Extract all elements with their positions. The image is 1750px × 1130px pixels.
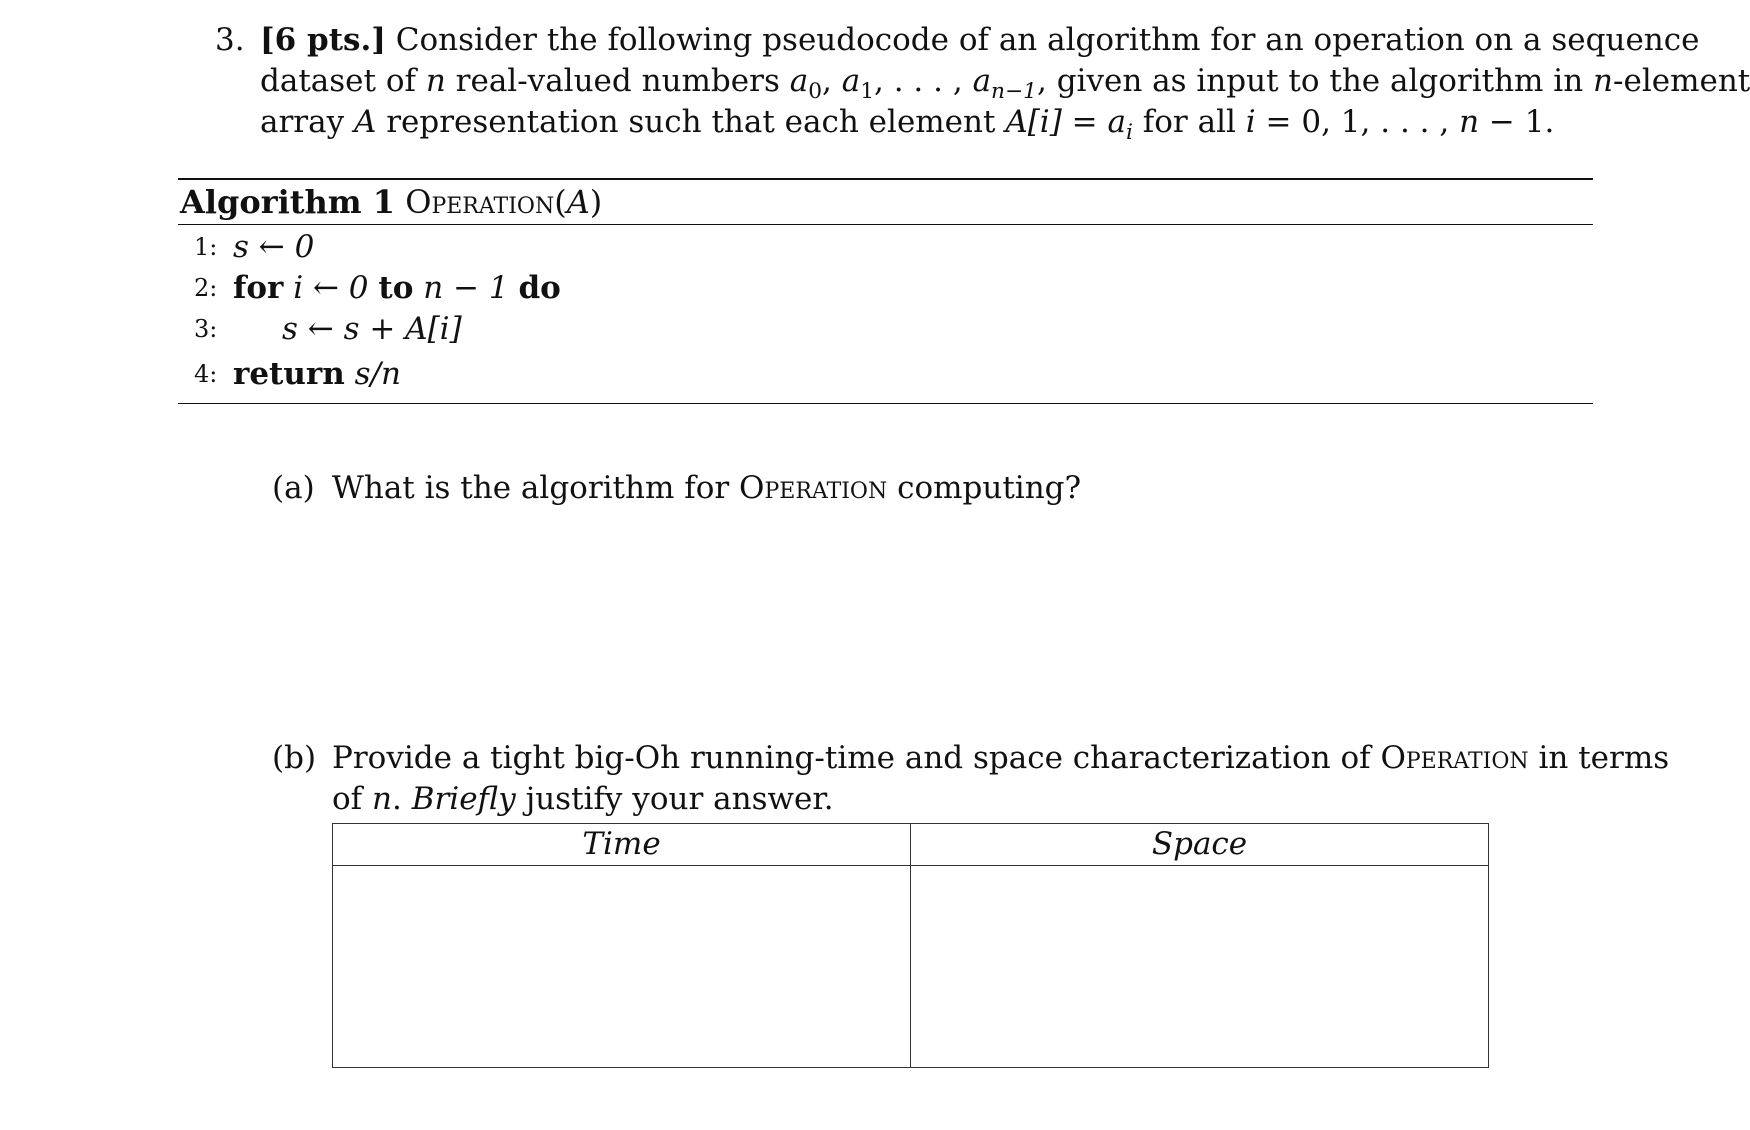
table-header-time: Time: [582, 826, 661, 862]
problem-statement: [215, 20, 1750, 146]
problem-number: 3.: [215, 22, 245, 58]
algorithm-arg: A: [566, 183, 590, 221]
text: − 1.: [1479, 104, 1555, 140]
algorithm-line: [178, 268, 1593, 309]
math-i: i: [1245, 104, 1256, 140]
code-text: s/n: [344, 356, 401, 392]
space-answer-cell[interactable]: [912, 867, 1488, 1067]
line-code: s ← s + A[i]: [282, 311, 462, 347]
text: , given as input to the algorithm in: [1037, 63, 1594, 99]
part-label: (b): [272, 740, 317, 776]
text: -element: [1613, 63, 1750, 99]
part-b-line-2: [332, 779, 1592, 820]
text: ,: [822, 63, 842, 99]
math-sub: 1: [860, 79, 875, 105]
text: array: [260, 104, 354, 140]
line-code: s ← 0: [233, 229, 315, 265]
part-b-question: [332, 738, 1670, 820]
code-text: i ← 0: [283, 270, 379, 306]
line-code: [233, 354, 401, 395]
math-a: a: [972, 63, 992, 99]
text: representation such that each element: [376, 104, 1006, 140]
line-number: 2:: [194, 274, 218, 302]
math-sub: n−1: [991, 79, 1037, 105]
text: computing?: [887, 470, 1082, 506]
text: .: [391, 781, 412, 817]
text: =: [1061, 104, 1108, 140]
text: , . . . ,: [874, 63, 973, 99]
math-n: n: [1593, 63, 1614, 99]
text: (: [554, 183, 567, 221]
part-label: (a): [272, 470, 315, 506]
math-index: [i]: [1027, 104, 1062, 140]
math-sub: i: [1125, 120, 1133, 146]
algorithm-bottom-rule: [178, 403, 1593, 404]
algorithm-line: [178, 227, 1593, 268]
problem-body: [260, 20, 1750, 146]
operation-name: Operation: [739, 470, 888, 506]
emphasis: Briefly: [411, 781, 516, 817]
problem-line-2: [260, 61, 1750, 105]
text: real-valued numbers: [445, 63, 790, 99]
algorithm-name: Operation: [405, 183, 555, 221]
keyword: return: [233, 356, 345, 392]
math-a: a: [1107, 104, 1126, 140]
answer-table: [332, 823, 1489, 1068]
math-n: n: [1459, 104, 1480, 140]
operation-name: Operation: [1380, 740, 1529, 776]
text: Provide a tight big-Oh running-time and space characterization of: [332, 740, 1381, 776]
table-row-divider: [333, 865, 1488, 866]
math-sub: 0: [808, 79, 822, 105]
algorithm-line: [178, 354, 1593, 395]
algorithm-block: [178, 178, 1593, 404]
part-a-question: [332, 468, 1592, 509]
keyword: do: [518, 270, 561, 306]
algorithm-line: [178, 309, 1593, 350]
keyword: to: [378, 270, 414, 306]
problem-line-3: [260, 102, 1590, 146]
time-answer-cell[interactable]: [333, 867, 909, 1067]
line-code: [233, 268, 561, 309]
algorithm-caption: [178, 180, 1593, 224]
problem-line-1: [260, 20, 1700, 61]
part-a: [272, 468, 1592, 509]
text: for all: [1132, 104, 1246, 140]
math-n: n: [425, 63, 446, 99]
text: of: [332, 781, 372, 817]
line-number: 3:: [194, 315, 218, 343]
problem-text-1: Consider the following pseudocode of an algorithm for an operation on a sequence: [385, 22, 1700, 58]
text: dataset of: [260, 63, 426, 99]
algorithm-label: Algorithm 1: [180, 183, 396, 221]
text: What is the algorithm for: [332, 470, 740, 506]
math-n: n: [372, 781, 392, 817]
text: ): [589, 183, 603, 221]
problem-points: [6 pts.]: [260, 22, 386, 58]
math-A: A: [1005, 104, 1028, 140]
code-text: n − 1: [413, 270, 519, 306]
part-b: [272, 738, 1670, 820]
algorithm-lines: [178, 225, 1593, 403]
line-number: 4:: [194, 360, 218, 388]
line-number: 1:: [194, 233, 218, 261]
math-A: A: [353, 104, 377, 140]
text: justify your answer.: [515, 781, 834, 817]
math-a: a: [789, 63, 809, 99]
text: = 0, 1, . . . ,: [1255, 104, 1460, 140]
table-header-space: Space: [1151, 826, 1248, 862]
text: in terms: [1528, 740, 1670, 776]
keyword: for: [233, 270, 284, 306]
part-b-line-1: [332, 738, 1670, 779]
math-a: a: [841, 63, 861, 99]
